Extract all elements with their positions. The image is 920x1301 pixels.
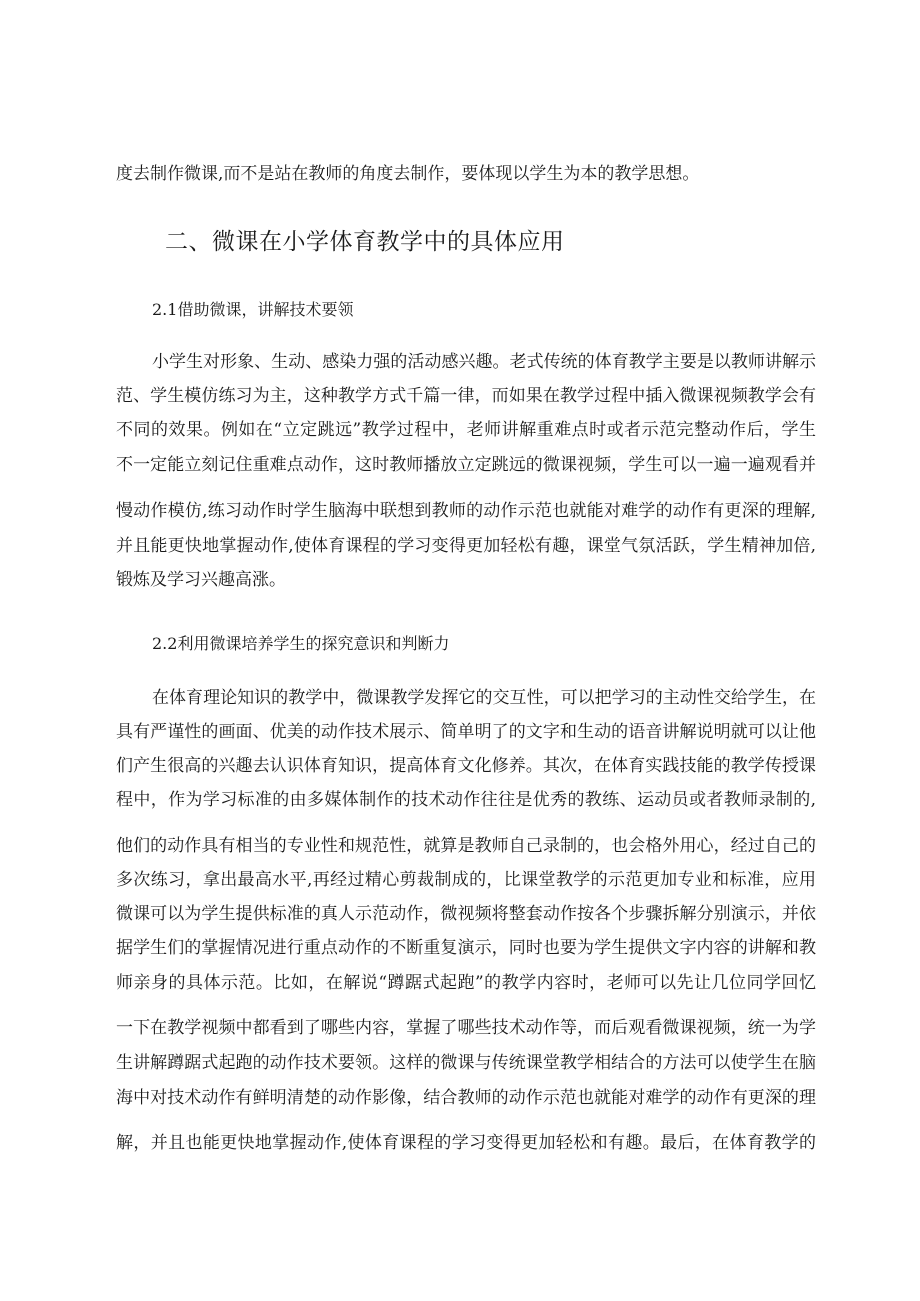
- paragraph-line: 范、学生模仿练习为主，这种教学方式千篇一律，而如果在教学过程中插入微课视频教学会有: [116, 386, 816, 406]
- subsection-heading: 2.2利用微课培养学生的探究意识和判断力: [152, 634, 450, 653]
- paragraph-line: 在体育理论知识的教学中，微课教学发挥它的交互性，可以把学习的主动性交给学生，在: [152, 688, 816, 708]
- paragraph-line: 并且能更快地掌握动作,使体育课程的学习变得更加轻松有趣，课堂气氛活跃，学生精神加倍,: [116, 536, 816, 556]
- paragraph-line: 生讲解蹲踞式起跑的动作技术要领。这样的微课与传统课堂教学相结合的方法可以使学生在脑: [116, 1053, 816, 1073]
- paragraph-line: 多次练习，拿出最高水平,再经过精心剪裁制成的，比课堂教学的示范更加专业和标准，应用: [116, 870, 816, 890]
- paragraph-line: 们产生很高的兴趣去认识体育知识，提高体育文化修养。其次，在体育实践技能的教学传授课: [116, 756, 816, 776]
- paragraph-line: 微课可以为学生提供标准的真人示范动作，微视频将整套动作按各个步骤拆解分别演示，并依: [116, 904, 816, 924]
- paragraph-line: 锻炼及学习兴趣高涨。: [116, 570, 286, 590]
- paragraph-line: 一下在教学视频中都看到了哪些内容，掌握了哪些技术动作等，而后观看微课视频，统一为学: [116, 1018, 816, 1038]
- paragraph-line: 慢动作模仿,练习动作时学生脑海中联想到教师的动作示范也就能对难学的动作有更深的理解,: [116, 501, 816, 521]
- paragraph-line: 海中对技术动作有鲜明清楚的动作影像，结合教师的动作示范也就能对难学的动作有更深的理: [116, 1088, 816, 1108]
- paragraph-line: 小学生对形象、生动、感染力强的活动感兴趣。老式传统的体育教学主要是以教师讲解示: [152, 352, 816, 372]
- section-heading: 二、微课在小学体育教学中的具体应用: [165, 229, 565, 255]
- paragraph-line: 不一定能立刻记住重难点动作，这时教师播放立定跳远的微课视频，学生可以一遍一遍观看并: [116, 455, 816, 475]
- paragraph-line: 据学生们的掌握情况进行重点动作的不断重复演示，同时也要为学生提供文字内容的讲解和教: [116, 938, 816, 958]
- subsection-heading: 2.1借助微课，讲解技术要领: [152, 300, 354, 319]
- paragraph-line: 程中，作为学习标准的由多媒体制作的技术动作往往是优秀的教练、运动员或者教师录制的,: [116, 790, 816, 810]
- paragraph-line: 度去制作微课,而不是站在教师的角度去制作，要体现以学生为本的教学思想。: [116, 164, 700, 184]
- paragraph-line: 具有严谨性的画面、优美的动作技术展示、简单明了的文字和生动的语音讲解说明就可以让他: [116, 722, 816, 742]
- paragraph-line: 他们的动作具有相当的专业性和规范性，就算是教师自己录制的，也会格外用心，经过自己的: [116, 836, 816, 856]
- paragraph-line: 解，并且也能更快地掌握动作,使体育课程的学习变得更加轻松和有趣。最后，在体育教学的: [116, 1133, 816, 1153]
- paragraph-line: 师亲身的具体示范。比如，在解说“蹲踞式起跑”的教学内容时，老师可以先让几位同学回忆: [116, 973, 816, 993]
- paragraph-line: 不同的效果。例如在“立定跳远”教学过程中，老师讲解重难点时或者示范完整动作后，学生: [116, 420, 816, 440]
